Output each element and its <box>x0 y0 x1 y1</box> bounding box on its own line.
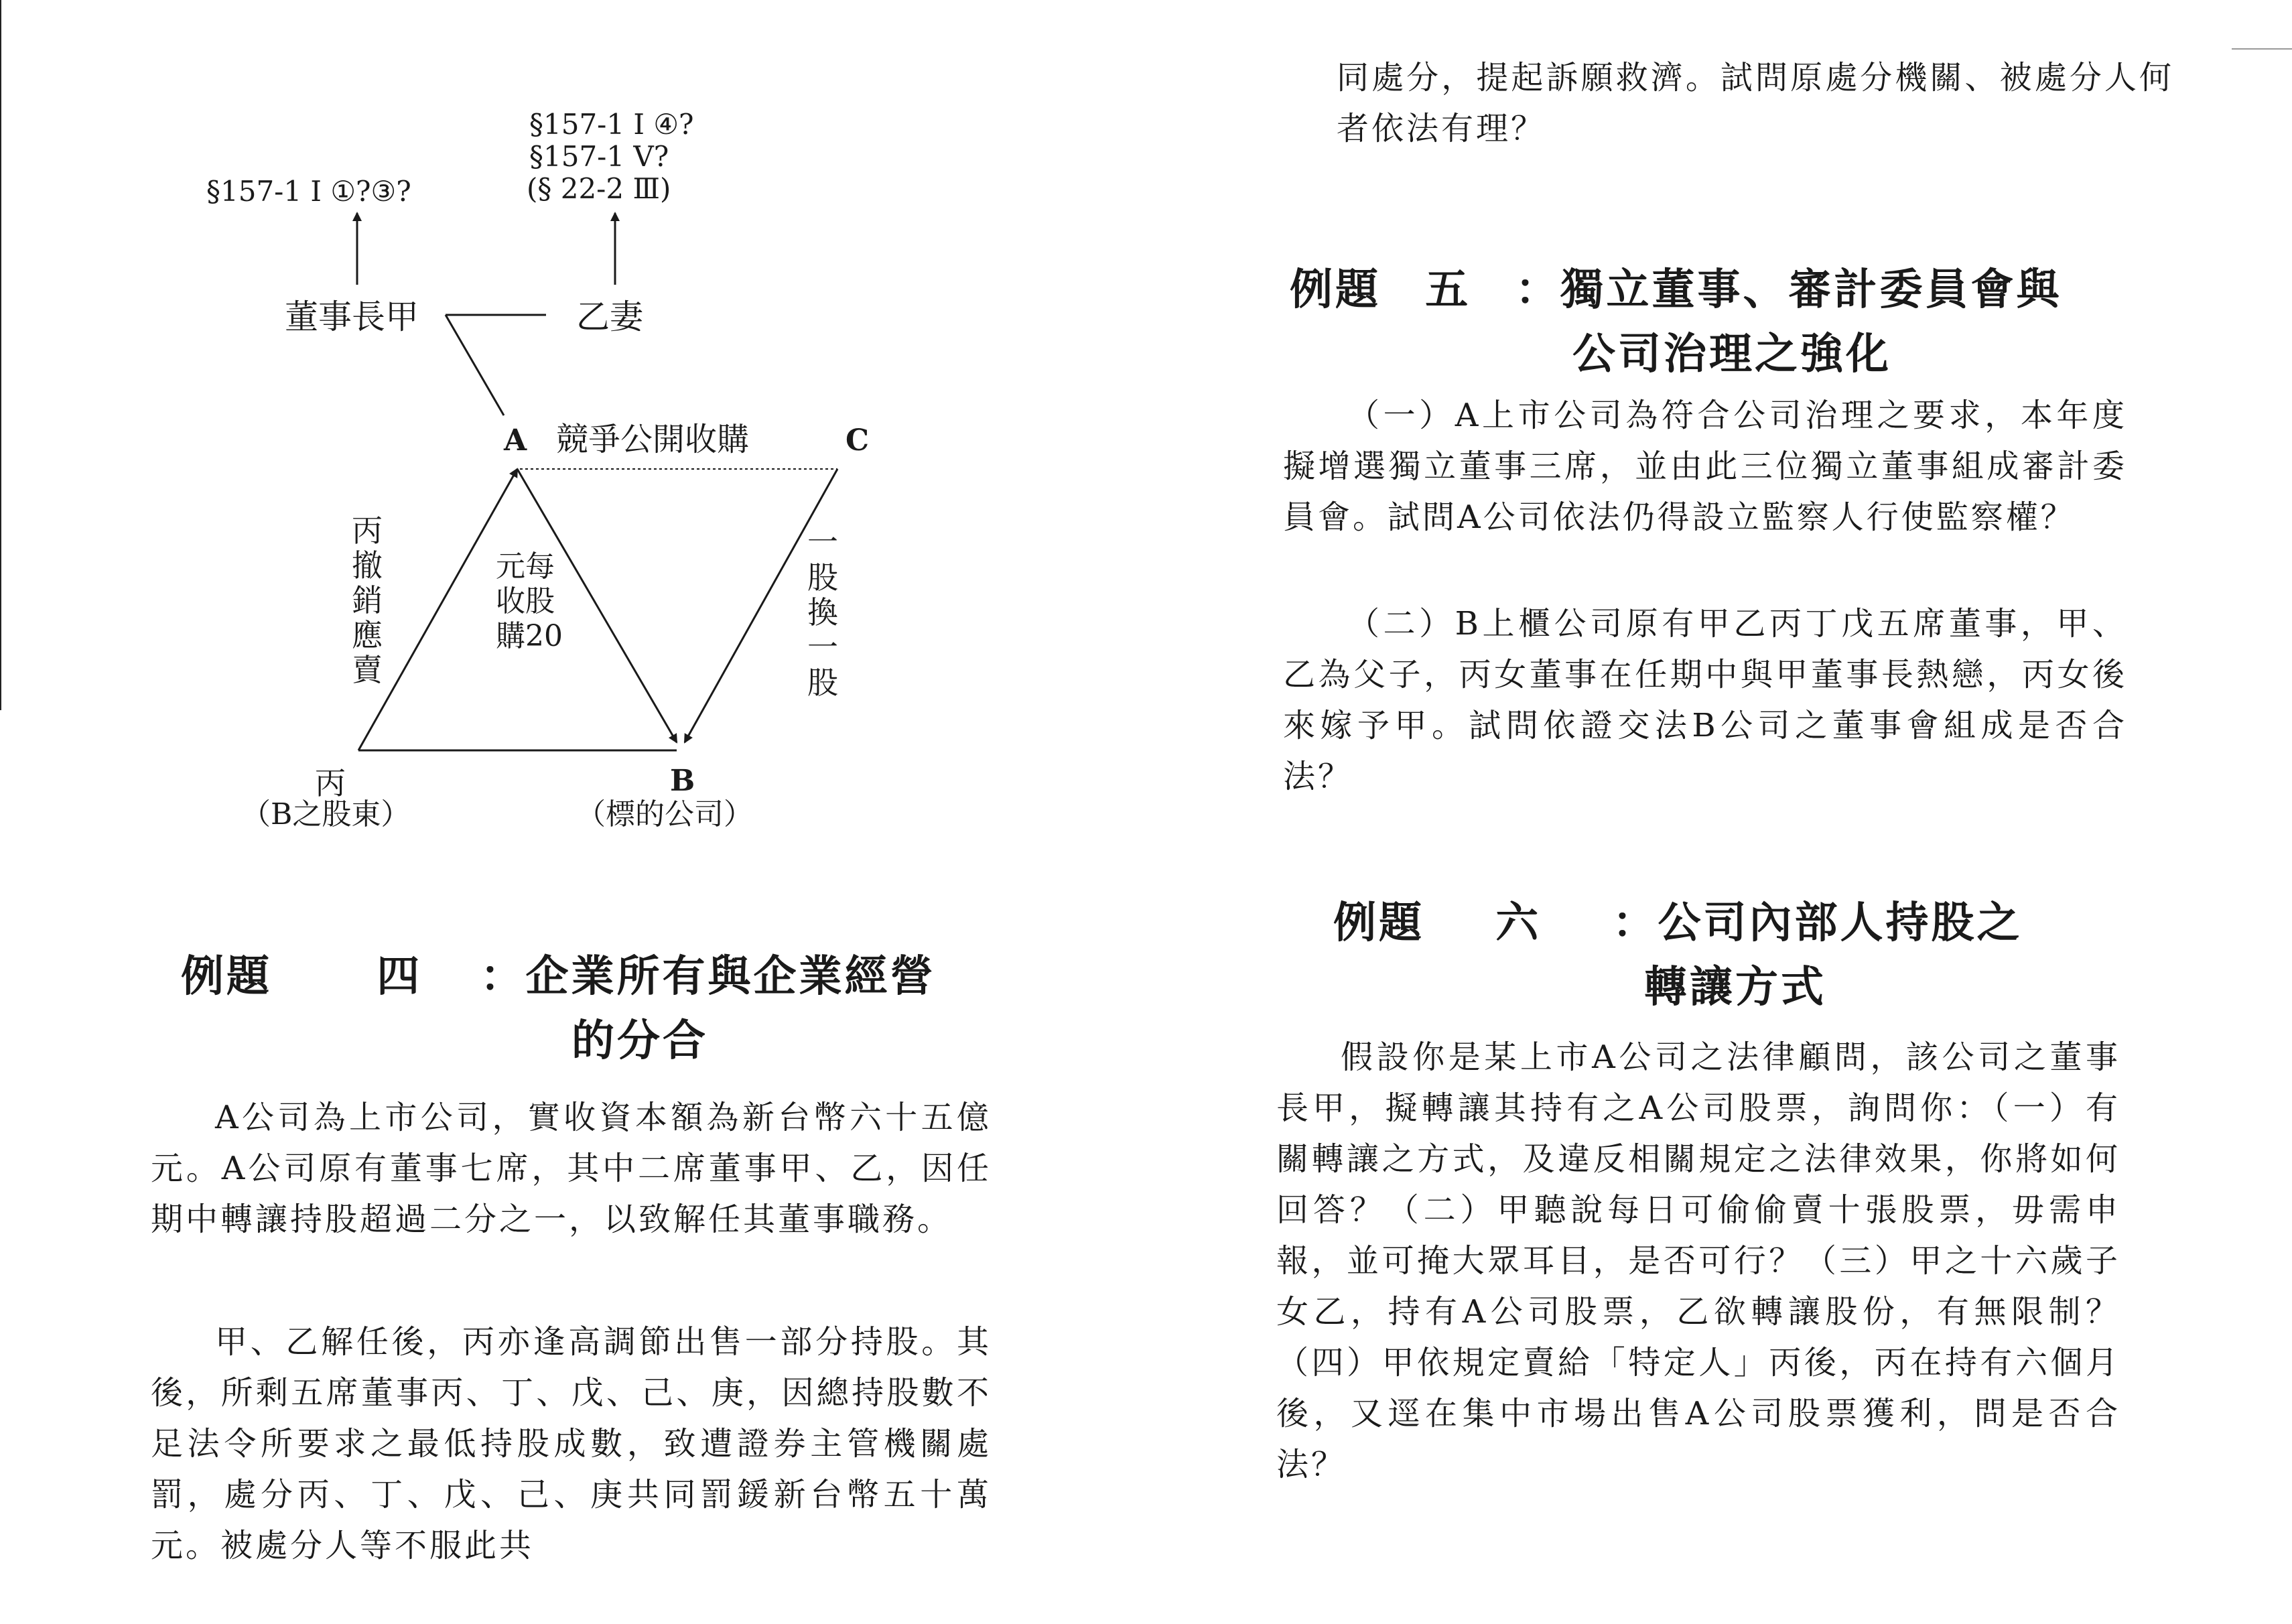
node-b: B <box>670 764 695 798</box>
law-ref-chairman: §157-1 Ⅰ ①?③? <box>206 175 411 208</box>
example5-number: 五 <box>1425 265 1471 315</box>
example5-paragraph-2: （二）B上櫃公司原有甲乙丙丁戊五席董事，甲、乙為父子，丙女董事在任期中與甲董事長熱戀，丙女後來嫁予甲。試問依證交法B公司之董事會組成是否合法？ <box>1283 605 2127 795</box>
example5-title <box>1290 258 2161 387</box>
example4-heading-line2: 的分合 <box>571 1016 708 1066</box>
example5-heading-line2: 公司治理之強化 <box>1572 329 1891 379</box>
example6-label: 例題 <box>1333 898 1424 948</box>
c-offer-char: 一 <box>807 524 838 560</box>
example6-heading: ：公司內部人持股之 <box>1612 898 2023 948</box>
node-a: A <box>504 423 527 458</box>
c-offer-char: 股 <box>807 559 838 596</box>
c-offer-char: 股 <box>807 665 838 701</box>
example6-title <box>1333 891 2137 1020</box>
withdraw-char: 丙 <box>352 513 383 549</box>
a-offer-line: 購20 <box>496 619 563 653</box>
example4-label: 例題 <box>181 951 272 1002</box>
example5-heading: ：獨立董事、審計委員會與 <box>1515 265 2062 315</box>
example4-paragraph-1: A公司為上市公司，實收資本額為新台幣六十五億元。A公司原有董事七席，其中二席董事甲、乙，因任期中轉讓持股超過二分之一，以致解任其董事職務。 <box>151 1099 992 1238</box>
withdraw-char: 賣 <box>352 652 383 688</box>
law-ref-wife-1: §157-1 Ⅰ ④? <box>529 108 694 141</box>
target-sublabel: （標的公司） <box>576 797 753 831</box>
withdraw-char: 銷 <box>352 582 383 618</box>
shareholder-sublabel: （B之股東） <box>241 797 411 831</box>
withdraw-text <box>352 513 393 688</box>
shareholder-label: 丙 <box>315 765 346 801</box>
example5-label: 例題 <box>1290 265 1381 315</box>
a-offer-text <box>496 549 564 653</box>
node-c: C <box>846 423 870 458</box>
chairman-to-a-connector <box>446 315 504 415</box>
example4-paragraph-2: 甲、乙解任後，丙亦逢高調節出售一部分持股。其後，所剩五席董事丙、丁、戊、己、庚，因總持股數不足法令所要求之最低持股成數，致遭證券主管機關處罰，處分丙、丁、戊、己、庚共同罰鍰新台幣五十萬元。被處分人等不服此共 <box>151 1323 992 1564</box>
c-offer-char: 換 <box>807 594 838 630</box>
wife-label: 乙妻 <box>576 297 643 336</box>
example4-heading: ：企業所有與企業經營 <box>480 951 936 1002</box>
example6-number: 六 <box>1495 898 1542 948</box>
example6-paragraph-1: 假設你是某上市A公司之法律顧問，該公司之董事長甲，擬轉讓其持有之A公司股票，詢問你：（一）有關轉讓之方式，及違反相關規定之法律效果，你將如何回答？（二）甲聽說每日可偷偷賣十張股票，毋需申報，並可掩大眾耳目，是否可行？（三）甲之十六歲子女乙，持有A公司股票，乙欲轉讓股份，有無限制？（四）甲依規定賣給「特定人」丙後，丙在持有六個月後，又逕在集中市場出售A公司股票獲利，問是否合法？ <box>1276 1038 2120 1483</box>
chairman-label: 董事長甲 <box>285 297 419 336</box>
right-page <box>1146 0 2292 1624</box>
law-ref-wife-2: §157-1 Ⅴ? <box>529 140 669 173</box>
corner-edge-line <box>2232 48 2292 50</box>
example4-title <box>181 945 1012 1073</box>
a-offer-line: 收股 <box>496 584 555 618</box>
c-offer-text <box>807 524 848 701</box>
continued-paragraph: 同處分，提起訴願救濟。試問原處分機關、被處分人何者依法有理？ <box>1337 59 2174 147</box>
a-offer-line: 元每 <box>496 549 555 584</box>
example4-number: 四 <box>377 951 423 1002</box>
law-ref-wife-3: (§ 22-2 Ⅲ) <box>527 172 671 205</box>
example5-paragraph-1: （一）A上市公司為符合公司治理之要求，本年度擬增選獨立董事三席，並由此三位獨立董事組成審計委員會。試問A公司依法仍得設立監察人行使監察權？ <box>1283 397 2127 536</box>
withdraw-char: 應 <box>352 617 383 653</box>
tender-offer-diagram <box>0 0 1146 871</box>
c-offer-char: 一 <box>807 629 838 665</box>
withdraw-char: 撤 <box>352 547 383 584</box>
competing-tender-label: 競爭公開收購 <box>556 421 750 458</box>
example6-heading-line2: 轉讓方式 <box>1644 962 1826 1012</box>
